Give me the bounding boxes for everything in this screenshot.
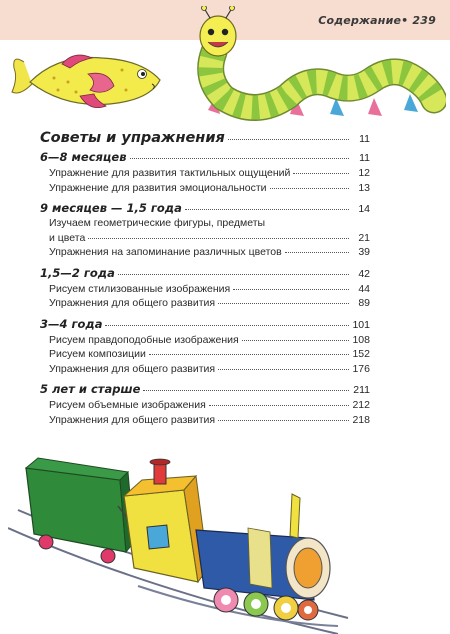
dot-leader [130,158,349,159]
toc-title-page: 11 [359,133,370,145]
running-head: Содержание• 239 [318,14,436,27]
section-page: 11 [359,152,370,164]
toc-entry [40,282,370,297]
entry-title: Упражнения для общего развития [49,362,216,375]
dot-leader [218,420,349,421]
entry-page: 13 [358,181,370,194]
toc-section-5-years-and-older [40,381,370,398]
dot-leader [149,354,349,355]
toc-title [40,127,370,149]
toc-entry [40,296,370,311]
entry-title: Рисуем объемные изображения [49,399,206,411]
entry-page: 176 [352,362,370,375]
toc-section-3-4-years [40,316,370,333]
entry-title: Упражнения для общего развития [49,297,216,309]
train-illustration [8,450,450,634]
toc-entry [40,347,370,362]
toc-entry [40,245,370,260]
toc-section-9-months-1-5-years [40,200,370,217]
entry-title: Рисуем правдоподобные изображения [49,333,239,346]
dot-leader [105,325,349,326]
section-heading: 9 месяцев — 1,5 года [40,201,182,215]
section-page: 211 [353,384,370,396]
toc-section-6-8-months [40,149,370,166]
toc-entry [40,181,370,196]
toc-section-1-5-2-years [40,265,370,282]
dot-leader [143,390,349,391]
section-heading: 1,5—2 года [40,265,115,280]
section-page: 14 [358,203,370,215]
section-page: 101 [352,318,370,331]
dot-leader [242,340,349,341]
toc-title-text: Советы и упражнения [40,130,225,146]
entry-title: Упражнение для развития тактильных ощущений [49,167,291,179]
dot-leader [218,303,349,304]
toc-entry [40,362,370,377]
fish-illustration [10,48,170,120]
entry-page: 108 [352,333,370,346]
dot-leader [233,289,349,290]
section-heading: 5 лет и старше [40,382,141,396]
toc-entry [40,413,370,428]
toc-entry [40,231,370,246]
caterpillar-illustration [196,6,446,124]
dot-leader [293,173,349,174]
toc-entry [40,166,370,181]
toc-entry [40,333,370,348]
entry-title: Рисуем стилизованные изображения [49,282,231,295]
entry-page: 212 [352,399,370,411]
entry-page: 89 [358,297,370,309]
toc-entry [40,398,370,413]
entry-title: Упражнения для общего развития [49,413,216,426]
dot-leader [218,369,349,370]
dot-leader [118,274,349,275]
entry-page: 21 [358,231,370,244]
dot-leader [228,139,349,140]
entry-page: 39 [358,246,370,258]
dot-leader [185,209,349,210]
entry-page: 218 [352,413,370,426]
entry-title: Упражнение для развития эмоциональности [49,181,267,194]
section-heading: 6—8 месяцев [40,150,127,164]
toc-entry-line1: Изучаем геометрические фигуры, предметы [49,217,266,229]
section-heading: 3—4 года [40,316,103,331]
entry-page: 44 [358,282,370,295]
entry-page: 152 [352,348,370,360]
dot-leader [209,405,349,406]
entry-title: и цвета [49,231,86,244]
dot-leader [270,188,349,189]
table-of-contents [40,127,370,427]
dot-leader [285,252,349,253]
entry-page: 12 [358,167,370,179]
entry-title: Упражнения на запоминание различных цветов [49,246,282,258]
entry-title: Рисуем композиции [49,348,146,360]
dot-leader [88,238,349,239]
section-page: 42 [358,267,370,280]
